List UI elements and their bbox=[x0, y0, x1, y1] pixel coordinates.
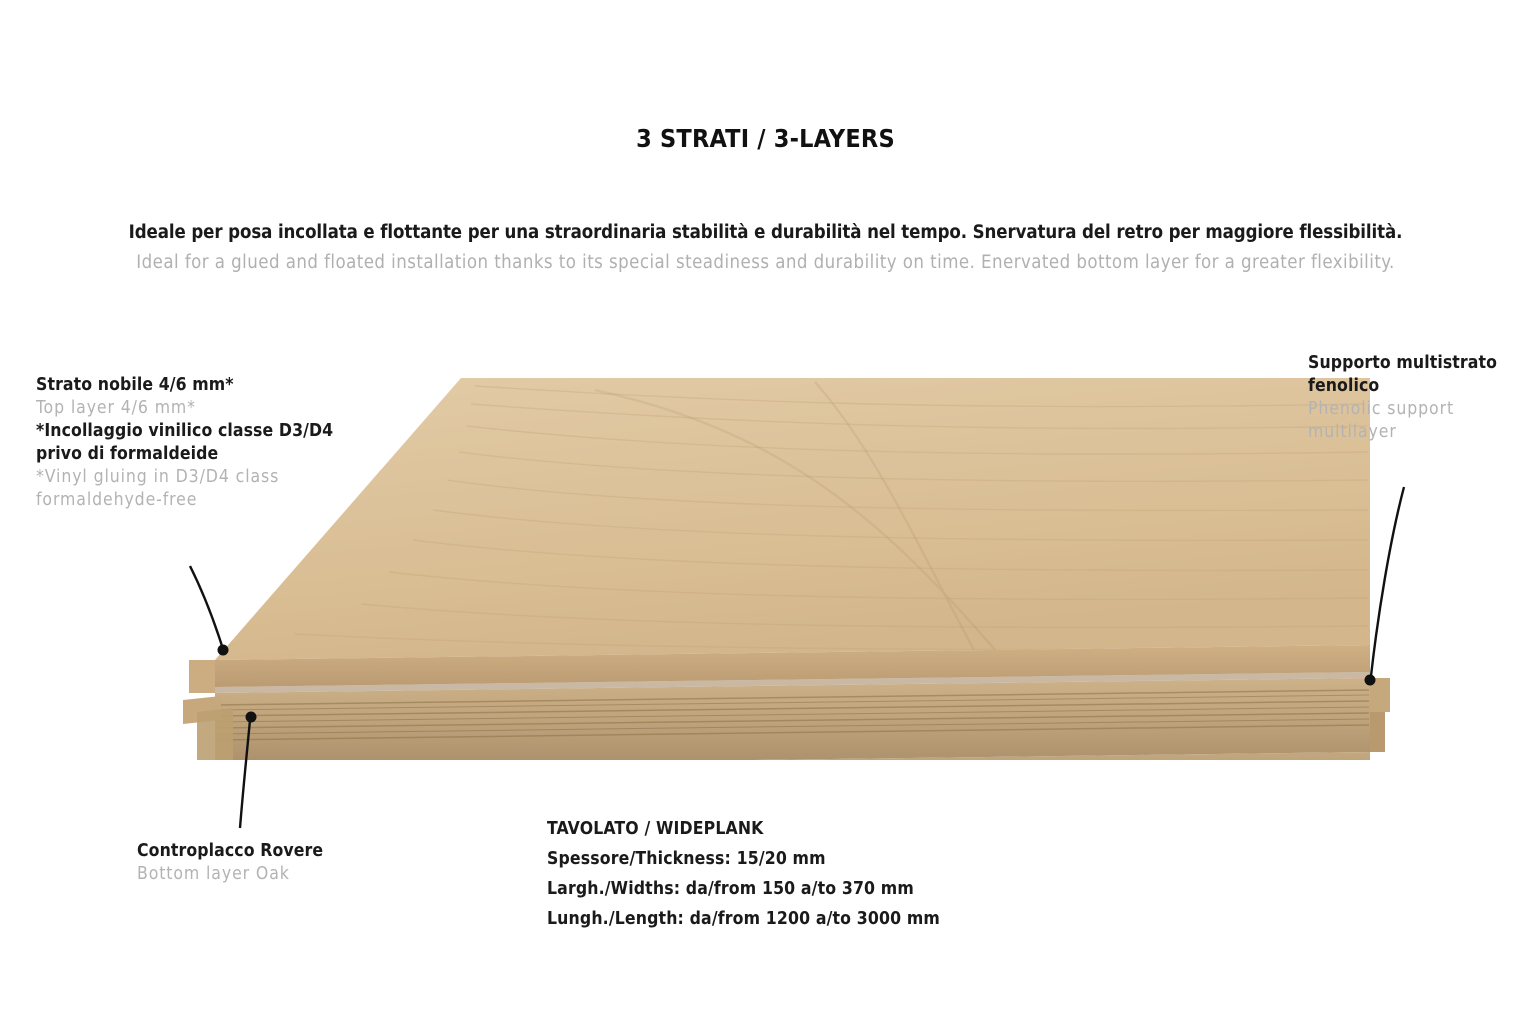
right-tongue bbox=[1370, 678, 1390, 712]
callout-top-layer-en-2: *Vinyl gluing in D3/D4 class bbox=[36, 467, 280, 488]
specs-block bbox=[547, 814, 940, 934]
callout-top-layer-en-3: formaldehyde-free bbox=[36, 490, 198, 511]
specs-thickness: Spessore/Thickness: 15/20 mm bbox=[547, 849, 826, 870]
callout-support-en-2: multilayer bbox=[1308, 422, 1397, 443]
callout-support bbox=[1308, 352, 1523, 444]
left-profile-top bbox=[189, 660, 215, 693]
specs-heading: TAVOLATO / WIDEPLANK bbox=[547, 819, 764, 839]
callout-top-layer-en-1: Top layer 4/6 mm* bbox=[36, 398, 196, 419]
callout-top-layer bbox=[36, 374, 376, 513]
callout-support-en-1: Phenolic support bbox=[1308, 399, 1455, 420]
specs-length: Lungh./Length: da/from 1200 a/to 3000 mm bbox=[547, 909, 940, 930]
plank-top-face bbox=[215, 378, 1370, 660]
intro-block bbox=[0, 222, 1531, 273]
right-profile bbox=[1370, 712, 1385, 752]
callout-bottom-en: Bottom layer Oak bbox=[137, 864, 290, 885]
callout-top-layer-it-2: *Incollaggio vinilico classe D3/D4 bbox=[36, 421, 334, 442]
callout-top-layer-it-3: privo di formaldeide bbox=[36, 444, 219, 465]
callout-top-layer-it-1: Strato nobile 4/6 mm* bbox=[36, 375, 234, 395]
intro-italian: Ideale per posa incollata e flottante per una straordinaria stabilità e durabilità nel tempo. Snervatura del retro per maggiore flessibilità. bbox=[128, 222, 1403, 243]
callout-support-it-1: Supporto multistrato bbox=[1308, 353, 1498, 373]
specs-widths: Largh./Widths: da/from 150 a/to 370 mm bbox=[547, 879, 914, 900]
callout-support-it-2: fenolico bbox=[1308, 376, 1380, 397]
left-tongue bbox=[197, 708, 233, 760]
page-title: 3 STRATI / 3-LAYERS bbox=[636, 124, 895, 153]
intro-english: Ideal for a glued and floated installation thanks to its special steadiness and durability on time. Enervated bottom layer for a greater flexibility. bbox=[136, 252, 1395, 273]
callout-bottom-it: Controplacco Rovere bbox=[137, 841, 324, 861]
callout-bottom-layer bbox=[137, 840, 437, 886]
